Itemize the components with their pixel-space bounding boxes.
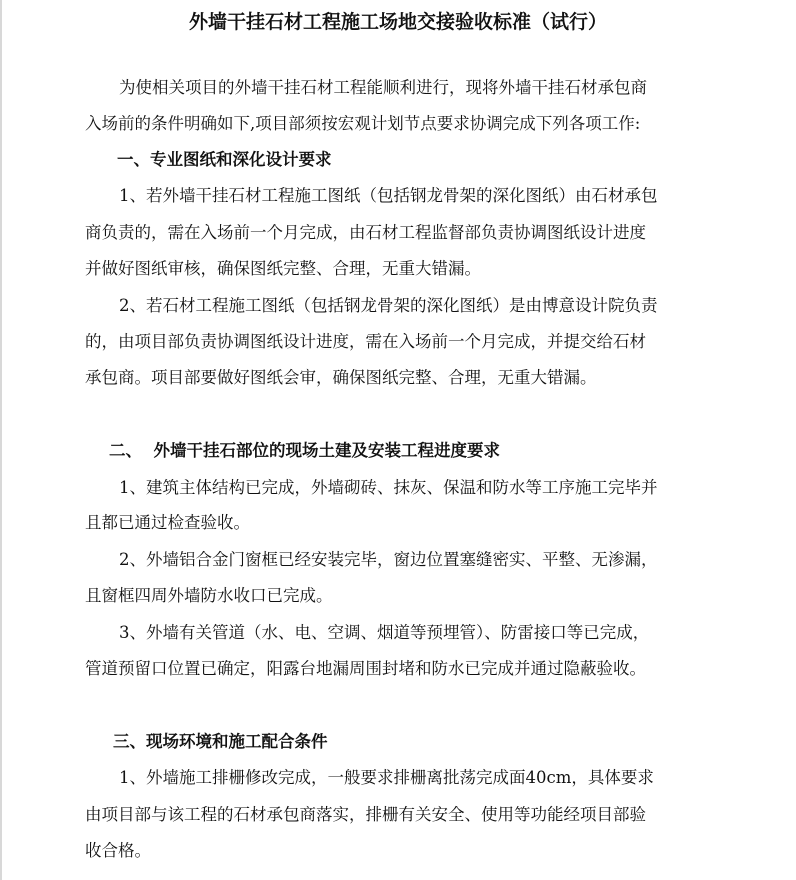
item-line: 的，由项目部负责协调图纸设计进度，需在入场前一个月完成，并提交给石材 [85,332,646,351]
item-line: 2、外墙铝合金门窗框已经安装完毕，窗边位置塞缝密实、平整、无渗漏， [119,550,658,569]
item-line: 3、外墙有关管道（水、电、空调、烟道等预埋管）、防雷接口等已完成， [119,623,650,642]
item-line: 且窗框四周外墙防水收口已完成。 [85,586,333,605]
intro-line: 为使相关项目的外墙干挂石材工程能顺利进行，现将外墙干挂石材承包商 [119,78,647,97]
section-heading: 一、专业图纸和深化设计要求 [117,150,332,169]
intro-line: 入场前的条件明确如下,项目部须按宏观计划节点要求协调完成下列各项工作: [85,114,641,133]
item-line: 管道预留口位置已确定，阳露台地漏周围封堵和防水已完成并通过隐蔽验收。 [85,659,646,678]
item-line: 1、建筑主体结构已完成，外墙砌砖、抹灰、保温和防水等工序施工完毕并 [119,478,658,497]
item-line: 承包商。项目部要做好图纸会审，确保图纸完整、合理，无重大错漏。 [85,368,597,387]
item-line: 并做好图纸审核，确保图纸完整、合理，无重大错漏。 [85,259,481,278]
item-line: 1、外墙施工排栅修改完成，一般要求排栅离批荡完成面40cm，具体要求 [119,768,654,787]
page-edge [0,0,2,880]
item-line: 2、若石材工程施工图纸（包括钢龙骨架的深化图纸）是由博意设计院负责 [119,296,658,315]
item-line: 由项目部与该工程的石材承包商落实，排栅有关安全、使用等功能经项目部验 [85,805,646,824]
section-heading: 三、现场环境和施工配合条件 [113,732,328,751]
section-heading: 二、 外墙干挂石部位的现场土建及安装工程进度要求 [109,441,500,460]
item-line: 收合格。 [85,841,151,860]
item-line: 1、若外墙干挂石材工程施工图纸（包括钢龙骨架的深化图纸）由石材承包 [119,186,658,205]
item-line: 且都已通过检查验收。 [85,513,250,532]
document-title: 外墙干挂石材工程施工场地交接验收标准（试行） [188,11,607,33]
item-line: 商负责的，需在入场前一个月完成，由石材工程监督部负责协调图纸设计进度 [85,223,646,242]
